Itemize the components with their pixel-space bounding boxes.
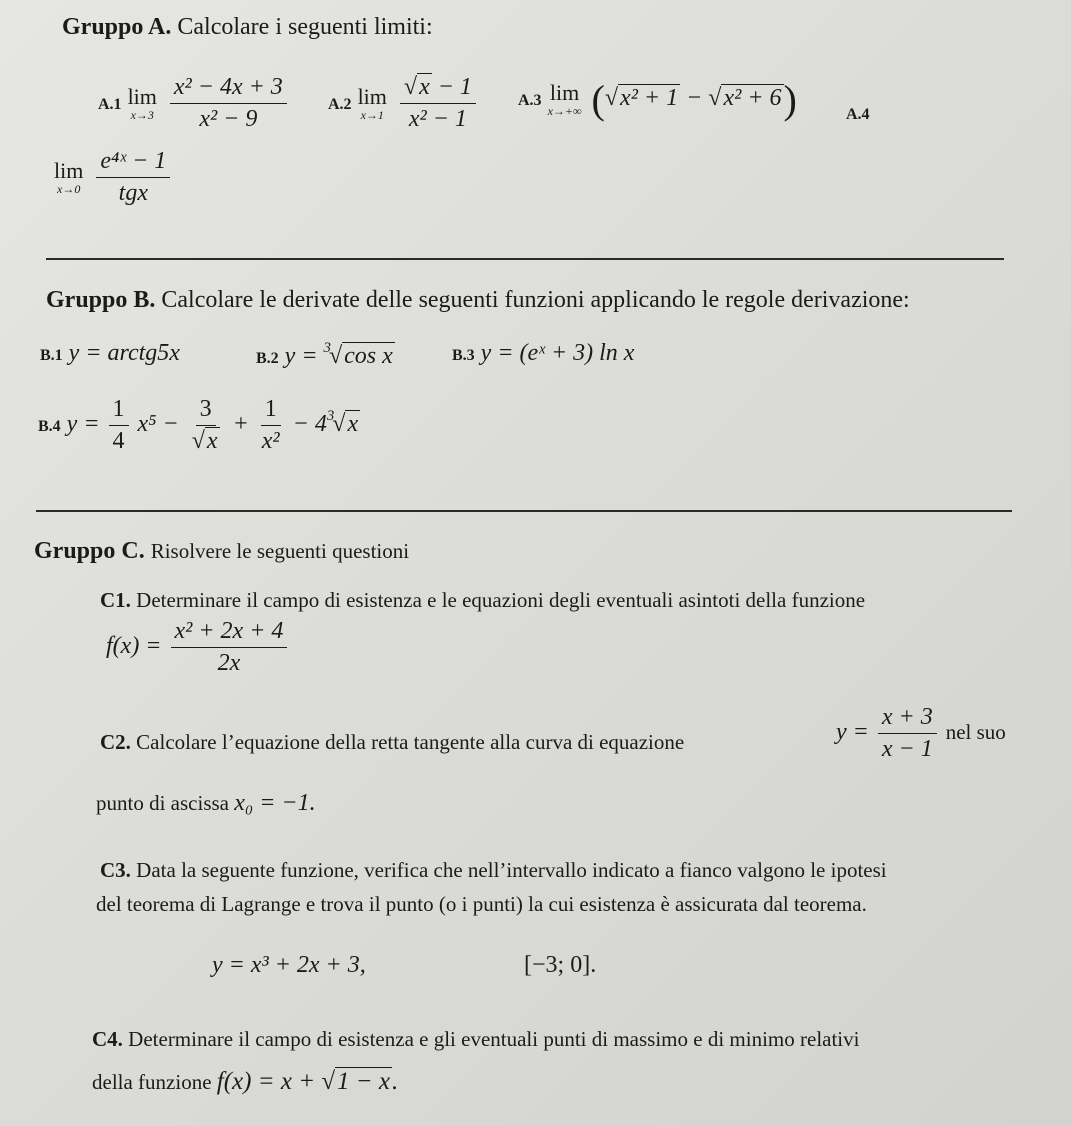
question-c2: C2. Calcolare l’equazione della retta tangente alla curva di equazione <box>100 730 685 754</box>
limit-a4: lim x→0 $\frac{\text{e⁴ˣ − 1}}{\text{tgx}}$ <box>54 148 173 207</box>
group-a-heading: Gruppo A. Calcolare i seguenti limiti: <box>62 14 433 40</box>
c1-function: f(x) = $\frac{\text{x² + 2x + 4}}{2x}$ <box>106 618 290 677</box>
question-c3-line2: del teorema di Lagrange e trova il punto (o i punti) la cui esistenza è assicurata dal teorema. <box>96 892 867 916</box>
divider-2 <box>36 510 1012 512</box>
question-c1: C1. Determinare il campo di esistenza e le equazioni degli eventuali asintoti della funzione <box>100 588 866 612</box>
c2-line2: punto di ascissa x₀ = −1. <box>96 790 316 816</box>
c2-function: y = $\frac{x + 3}{x - 1}$ nel suo <box>836 704 1006 762</box>
limit-a2: A.2 lim x→1 $\frac{√x - 1}{\text{x² − 1}}$ <box>328 74 479 133</box>
limit-a3: A.3 lim x→+∞ (√x² + 1 − √x² + 6) <box>518 77 797 122</box>
group-b-heading: Gruppo B. Calcolare le derivate delle seguenti funzioni applicando le regole derivazione: <box>46 287 910 313</box>
divider-1 <box>46 258 1004 260</box>
limit-a4-label: A.4 <box>846 106 870 123</box>
question-c3-line1: C3. Data la seguente funzione, verifica che nell’intervallo indicato a fianco valgono le ipotesi <box>100 858 887 882</box>
derivative-b2: B.2 y = $^3$√cos x <box>256 340 393 370</box>
derivative-b1: B.1 y = arctg5x <box>40 340 180 366</box>
derivative-b3: B.3 y = (eˣ + 3) ln x <box>452 340 635 366</box>
c3-interval: [−3; 0]. <box>524 952 597 978</box>
limit-a1: A.1 lim x→3 $\frac{\text{x² − 4x + 3}}{\text{x² − 9}}$ <box>98 74 290 133</box>
c4-line2: della funzione f(x) = x + √1 − x. <box>92 1068 399 1095</box>
derivative-b4: B.4 y = $\frac{1}{4}$ x⁵ − $\frac{3}{√x}$ + $\frac{1}{\text{x²}}$ − $4^3√x$ <box>38 396 359 454</box>
c3-function: y = x³ + 2x + 3, <box>212 952 366 978</box>
group-c-heading: Gruppo C. Risolvere le seguenti questioni <box>34 538 410 564</box>
question-c4: C4. Determinare il campo di esistenza e gli eventuali punti di massimo e di minimo relativi <box>92 1027 860 1051</box>
